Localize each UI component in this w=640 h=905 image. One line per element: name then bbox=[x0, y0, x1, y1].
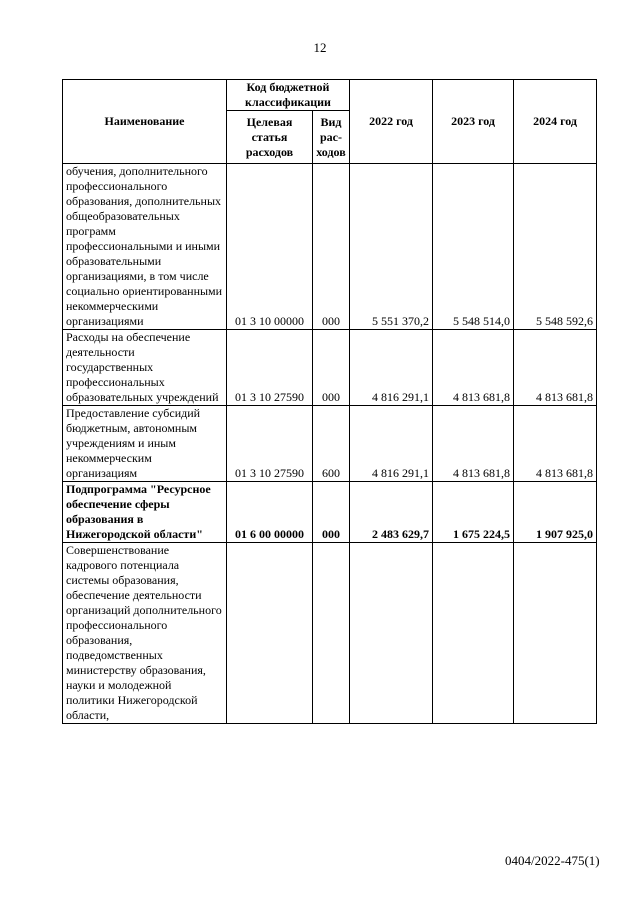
row-code: 01 6 00 00000 bbox=[227, 482, 313, 543]
row-2022: 4 816 291,1 bbox=[350, 330, 433, 406]
row-type: 000 bbox=[313, 164, 350, 330]
table-row bbox=[63, 164, 597, 330]
row-2024: 4 813 681,8 bbox=[514, 406, 597, 482]
row-name: Подпрограмма "Ресурсное обеспечение сферы образования в Нижегородской области" bbox=[63, 482, 227, 543]
row-type: 000 bbox=[313, 482, 350, 543]
row-type: 600 bbox=[313, 406, 350, 482]
header-expense-type: Вид рас- ходов bbox=[313, 111, 350, 164]
header-2024: 2024 год bbox=[514, 80, 597, 164]
row-2023 bbox=[433, 543, 514, 724]
row-2024: 5 548 592,6 bbox=[514, 164, 597, 330]
row-2022: 5 551 370,2 bbox=[350, 164, 433, 330]
table-row bbox=[63, 406, 597, 482]
row-2024: 4 813 681,8 bbox=[514, 330, 597, 406]
header-code-group: Код бюджетной классификации bbox=[227, 80, 350, 111]
row-type: 000 bbox=[313, 330, 350, 406]
row-2022: 2 483 629,7 bbox=[350, 482, 433, 543]
table-row-subprogram bbox=[63, 482, 597, 543]
row-2023: 1 675 224,5 bbox=[433, 482, 514, 543]
document-code: 0404/2022-475(1) bbox=[505, 853, 600, 868]
row-2024: 1 907 925,0 bbox=[514, 482, 597, 543]
page-number: 12 bbox=[313, 40, 327, 55]
table-row bbox=[63, 330, 597, 406]
row-2023: 4 813 681,8 bbox=[433, 406, 514, 482]
row-code: 01 3 10 27590 bbox=[227, 406, 313, 482]
header-name: Наименование bbox=[63, 80, 227, 164]
row-code: 01 3 10 27590 bbox=[227, 330, 313, 406]
table-row bbox=[63, 543, 597, 724]
header-target-article: Целевая статья расходов bbox=[227, 111, 313, 164]
row-name: Расходы на обеспечение деятельности государственных профессиональных образовательных учреждений bbox=[63, 330, 227, 406]
row-type bbox=[313, 543, 350, 724]
row-name: обучения, дополнительного профессионального образования, дополнительных общеобразовательных программ профессиональными и иными образовательными организациями, в том числе социально ориентированными некоммерческими организациями bbox=[63, 164, 227, 330]
row-2023: 5 548 514,0 bbox=[433, 164, 514, 330]
header-2022: 2022 год bbox=[350, 80, 433, 164]
header-2023: 2023 год bbox=[433, 80, 514, 164]
row-name: Совершенствование кадрового потенциала системы образования, обеспечение деятельности организаций дополнительного профессионального образования, подведомственных министерству образования, науки и молодежной политики Нижегородской области, bbox=[63, 543, 227, 724]
table-header-row bbox=[63, 80, 597, 111]
row-name: Предоставление субсидий бюджетным, автономным учреждениям и иным некоммерческим организациям bbox=[63, 406, 227, 482]
row-2022 bbox=[350, 543, 433, 724]
row-code: 01 3 10 00000 bbox=[227, 164, 313, 330]
row-2024 bbox=[514, 543, 597, 724]
row-2023: 4 813 681,8 bbox=[433, 330, 514, 406]
budget-table bbox=[62, 79, 597, 724]
row-2022: 4 816 291,1 bbox=[350, 406, 433, 482]
row-code bbox=[227, 543, 313, 724]
